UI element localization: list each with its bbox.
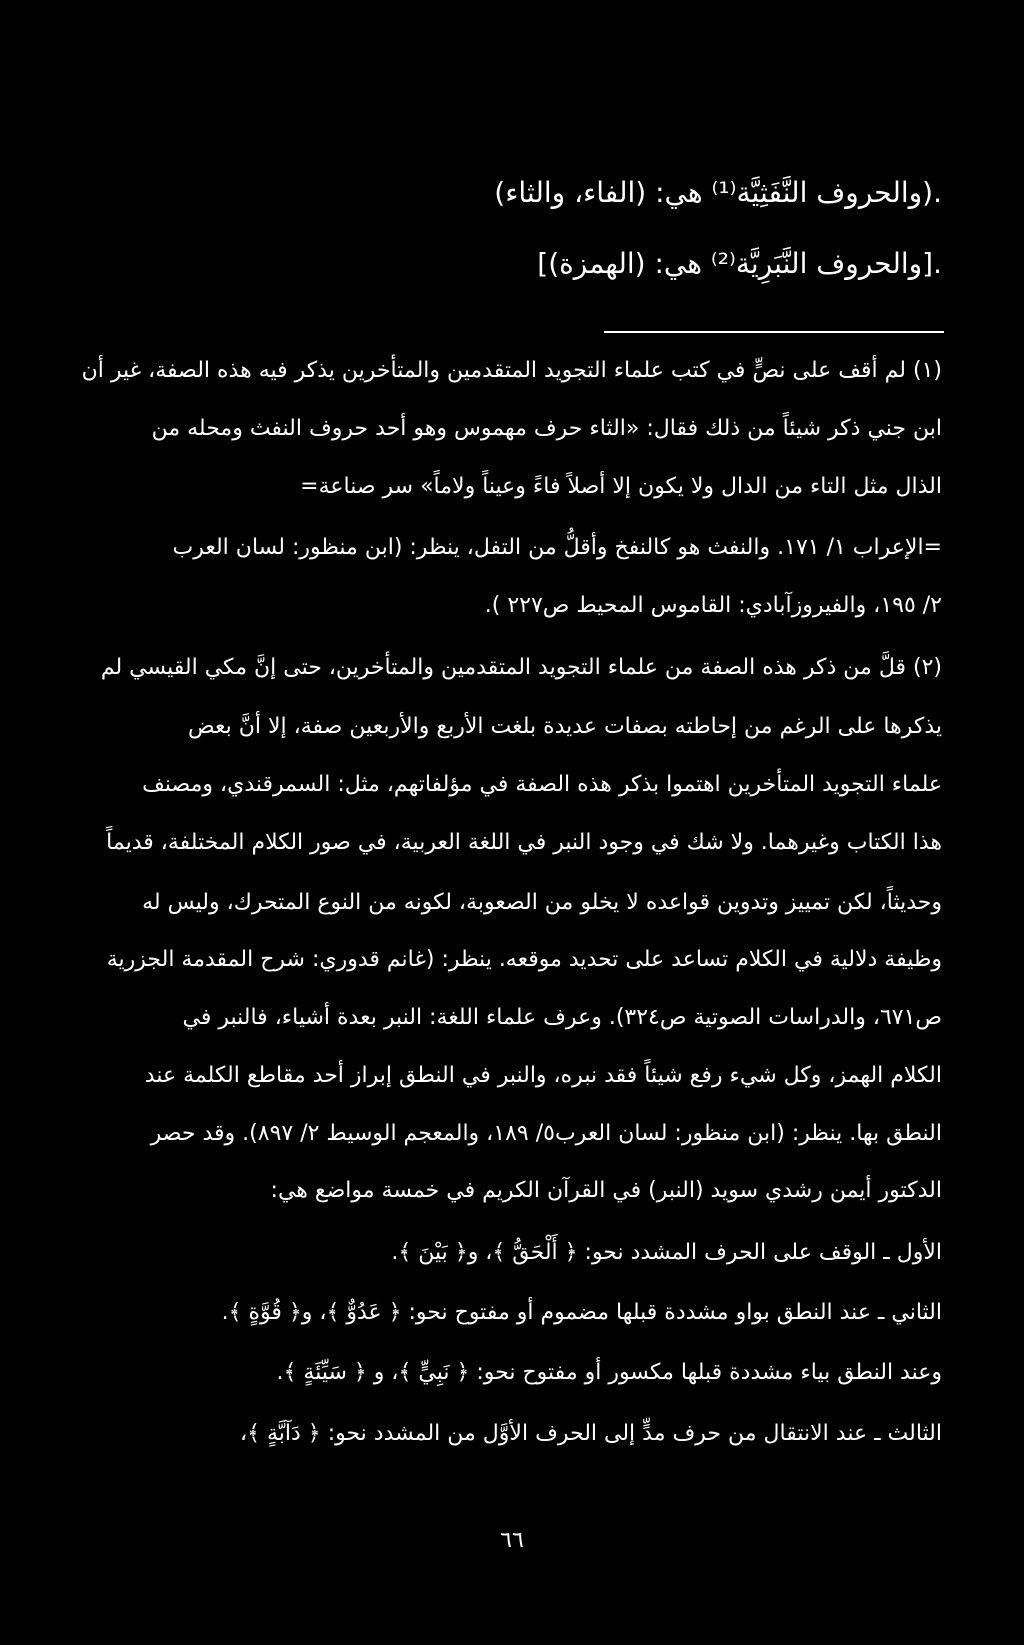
footnote-line: =الإعراب ١/ ١٧١. والنفث هو كالنفخ وأقلُّ من التفل، ينظر: (ابن منظور: لسان العرب [172,535,942,560]
footnote-line: وحديثاً، لكن تمييز وتدوين قواعده لا يخلو من الصعوبة، لكونه من النوع المتحرك، وليس له [142,890,942,915]
footnote-line: الأول ـ الوقف على الحرف المشدد نحو: ﴿ أَلْحَقُّ ﴾، و﴿ بَيْنَ ﴾. [391,1240,942,1265]
footnote-line: ص٦٧١، والدراسات الصوتية ص٣٢٤). وعرف علماء اللغة: النبر بعدة أشياء، فالنبر في [182,1005,942,1030]
footnote-line: الثالث ـ عند الانتقال من حرف مدٍّ إلى الحرف الأوَّل من المشدد نحو: ﴿ دَآبَّةٍ ﴾، [240,1421,942,1446]
footnote-line: الدكتور أيمن رشدي سويد (النبر) في القرآن الكريم في خمسة مواضع هي: [270,1178,942,1203]
footnote-line: الكلام الهمز، وكل شيء رفع شيئاً فقد نبره، والنبر في النطق إبراز أحد مقاطع الكلمة عند [144,1063,942,1088]
footnote-line: وظيفة دلالية في الكلام تساعد على تحديد موقعه. ينظر: (غانم قدوري: شرح المقدمة الجزرية [106,947,942,972]
main-text-line-2: .[والحروف النَّبَرِيَّة⁽²⁾ هي: (الهمزة)] [537,247,942,280]
footnote-line: علماء التجويد المتأخرين اهتموا بذكر هذه الصفة في مؤلفاتهم، مثل: السمرقندي، ومصنف [142,772,942,797]
footnote-line: هذا الكتاب وغيرهما. ولا شك في وجود النبر في اللغة العربية، في صور الكلام المختلفة، قديماً [106,830,942,855]
main-text-line-1: .(والحروف النَّفَثِيَّة⁽¹⁾ هي: (الفاء، والثاء) [494,176,942,209]
footnote-line: النطق بها. ينظر: (ابن منظور: لسان العرب٥/ ١٨٩، والمعجم الوسيط ٢/ ٨٩٧). وقد حصر [150,1121,942,1146]
page-number: ٦٦ [500,1528,524,1553]
footnote-line: (١) لم أقف على نصٍّ في كتب علماء التجويد المتقدمين والمتأخرين يذكر فيه هذه الصفة، غير أن [81,358,942,383]
footnote-line: ٢/ ١٩٥، والفيروزآبادي: القاموس المحيط ص٢٢٧ ). [484,593,942,618]
footnote-line: يذكرها على الرغم من إحاطته بصفات عديدة بلغت الأربع والأربعين صفة، إلا أنَّ بعض [188,714,942,739]
footnote-line: الثاني ـ عند النطق بواو مشددة قبلها مضموم أو مفتوح نحو: ﴿ عَدُوٌّ ﴾، و﴿ قُوَّةٍ ﴾. [221,1300,942,1325]
footnote-line: وعند النطق بياء مشددة قبلها مكسور أو مفتوح نحو: ﴿ نَبِيٍّ ﴾، و ﴿ سَيِّئَةٍ ﴾. [276,1360,942,1385]
footnote-line: الذال مثل التاء من الدال ولا يكون إلا أصلاً فاءً وعيناً ولاماً» سر صناعة= [300,474,942,499]
footnote-line: ابن جني ذكر شيئاً من ذلك فقال: «الثاء حرف مهموس وهو أحد حروف النفث ومحله من [151,416,942,441]
footnote-line: (٢) قلَّ من ذكر هذه الصفة من علماء التجويد المتقدمين والمتأخرين، حتى إنَّ مكي القيسي لم [100,655,942,680]
footnote-separator [604,331,944,333]
